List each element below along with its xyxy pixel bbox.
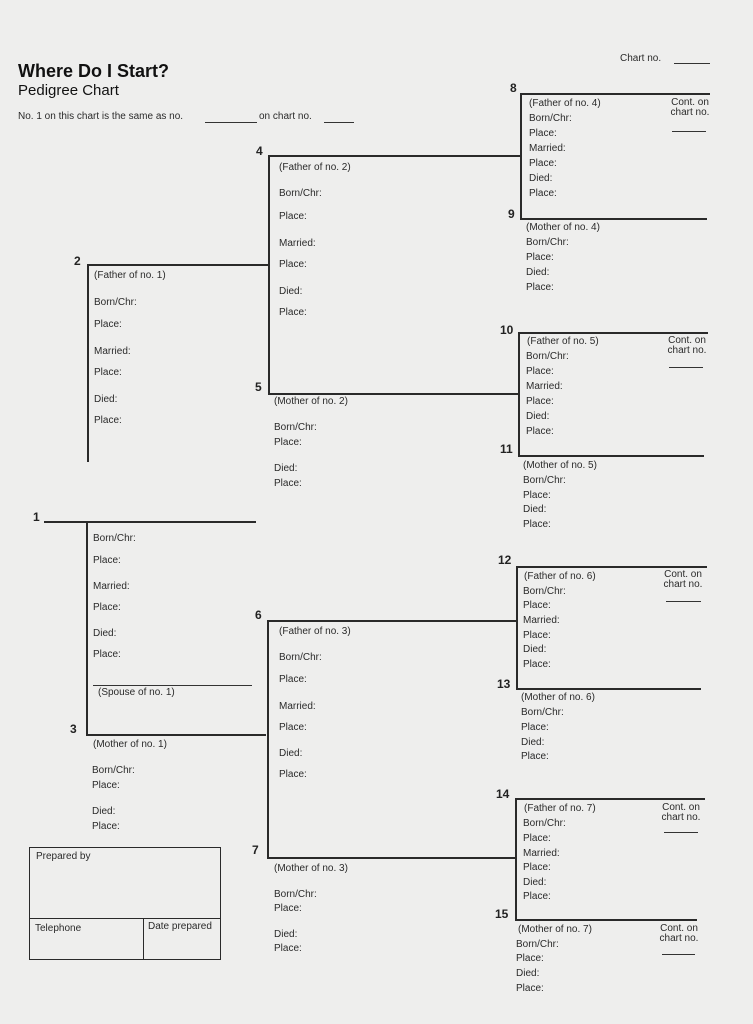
prepared-by-box: [29, 847, 221, 960]
p2-place-label: Place:: [94, 319, 122, 330]
p3-place-label: Place:: [92, 780, 120, 791]
line-14-to-15: [515, 798, 517, 920]
person-7-name-line[interactable]: [267, 857, 517, 859]
p9-place-label: Place:: [526, 282, 554, 293]
p8-place-label: Place:: [529, 188, 557, 199]
p2-died-label: Died:: [94, 394, 118, 405]
same-as-label: No. 1 on this chart is the same as no.: [18, 111, 184, 122]
telephone-label: Telephone: [35, 923, 82, 934]
person-9-name-line[interactable]: [520, 218, 707, 220]
same-as-number-field[interactable]: [205, 122, 257, 123]
p13-place-label: Place:: [521, 751, 549, 762]
p6-born-label: Born/Chr:: [279, 652, 322, 663]
p13-died-label: Died:: [521, 737, 545, 748]
page-title: Where Do I Start?: [18, 61, 170, 81]
p8-married-label: Married:: [529, 143, 566, 154]
p8-died-label: Died:: [529, 173, 553, 184]
p7-relation-label: (Mother of no. 3): [274, 863, 348, 874]
p14-cont-chart-field[interactable]: [664, 832, 698, 833]
p14-place-label: Place:: [523, 891, 551, 902]
person-5-name-line[interactable]: [268, 393, 518, 395]
on-chart-number-field[interactable]: [324, 122, 354, 123]
p10-born-label: Born/Chr:: [526, 351, 569, 362]
p14-cont-on-chart-label: Cont. on chart no.: [661, 802, 701, 823]
line-10-to-11: [518, 332, 520, 455]
p13-place-label: Place:: [521, 722, 549, 733]
p1-place-label: Place:: [93, 555, 121, 566]
p2-place-label: Place:: [94, 415, 122, 426]
person-10-name-line[interactable]: [518, 332, 708, 334]
person-8-name-line[interactable]: [520, 93, 710, 95]
p12-relation-label: (Father of no. 6): [524, 571, 596, 582]
on-chart-label: on chart no.: [259, 111, 312, 122]
p10-place-label: Place:: [526, 426, 554, 437]
p1-born-label: Born/Chr:: [93, 533, 136, 544]
p10-place-label: Place:: [526, 396, 554, 407]
page-subtitle: Pedigree Chart: [18, 82, 119, 99]
p6-died-label: Died:: [279, 748, 303, 759]
p9-relation-label: (Mother of no. 4): [526, 222, 600, 233]
p1-place-label: Place:: [93, 649, 121, 660]
p12-cont-on-chart-label: Cont. on chart no.: [663, 569, 703, 590]
p6-place-label: Place:: [279, 722, 307, 733]
person-number-5: 5: [255, 380, 262, 394]
p15-relation-label: (Mother of no. 7): [518, 924, 592, 935]
p8-place-label: Place:: [529, 128, 557, 139]
person-number-4: 4: [256, 144, 263, 158]
person-number-10: 10: [500, 323, 514, 337]
p4-place-label: Place:: [279, 259, 307, 270]
p6-relation-label: (Father of no. 3): [279, 626, 351, 637]
p14-died-label: Died:: [523, 877, 547, 888]
person-number-8: 8: [510, 81, 517, 95]
p15-place-label: Place:: [516, 953, 544, 964]
p11-born-label: Born/Chr:: [523, 475, 566, 486]
p5-place-label: Place:: [274, 437, 302, 448]
prepared-by-label: Prepared by: [36, 851, 91, 862]
person-number-15: 15: [495, 907, 509, 921]
line-12-to-13: [516, 566, 518, 688]
p14-born-label: Born/Chr:: [523, 818, 566, 829]
person-3-name-line[interactable]: [86, 734, 266, 736]
p14-married-label: Married:: [523, 848, 560, 859]
p9-place-label: Place:: [526, 252, 554, 263]
p6-place-label: Place:: [279, 674, 307, 685]
p15-place-label: Place:: [516, 983, 544, 994]
p12-place-label: Place:: [523, 600, 551, 611]
p13-born-label: Born/Chr:: [521, 707, 564, 718]
p2-married-label: Married:: [94, 346, 131, 357]
p15-cont-on-chart-label: Cont. on chart no.: [659, 923, 699, 944]
p5-born-label: Born/Chr:: [274, 422, 317, 433]
p5-relation-label: (Mother of no. 2): [274, 396, 348, 407]
p3-place-label: Place:: [92, 821, 120, 832]
p14-relation-label: (Father of no. 7): [524, 803, 596, 814]
p2-place-label: Place:: [94, 367, 122, 378]
p1-place-label: Place:: [93, 602, 121, 613]
person-number-12: 12: [498, 553, 512, 567]
p10-cont-on-chart-label: Cont. on chart no.: [667, 335, 707, 356]
p13-relation-label: (Mother of no. 6): [521, 692, 595, 703]
p6-married-label: Married:: [279, 701, 316, 712]
p10-place-label: Place:: [526, 366, 554, 377]
p14-place-label: Place:: [523, 862, 551, 873]
p10-married-label: Married:: [526, 381, 563, 392]
person-2-name-line[interactable]: [87, 264, 270, 266]
p5-place-label: Place:: [274, 478, 302, 489]
telephone-divider: [143, 918, 144, 959]
line-8-to-9: [520, 93, 522, 218]
chart-no-label: Chart no.: [620, 53, 662, 64]
person-number-13: 13: [497, 677, 511, 691]
p12-married-label: Married:: [523, 615, 560, 626]
p3-died-label: Died:: [92, 806, 116, 817]
p1-died-label: Died:: [93, 628, 117, 639]
line-4-to-5: [268, 155, 270, 394]
person-number-1: 1: [33, 510, 40, 524]
p2-relation-label: (Father of no. 1): [94, 270, 166, 281]
p3-born-label: Born/Chr:: [92, 765, 135, 776]
p7-born-label: Born/Chr:: [274, 889, 317, 900]
p10-cont-chart-field[interactable]: [669, 367, 703, 368]
person-15-name-line[interactable]: [515, 919, 697, 921]
person-1-name-line[interactable]: [44, 521, 256, 523]
line-6-to-7: [267, 620, 269, 858]
p12-died-label: Died:: [523, 644, 547, 655]
p9-died-label: Died:: [526, 267, 550, 278]
p14-place-label: Place:: [523, 833, 551, 844]
p11-place-label: Place:: [523, 490, 551, 501]
spouse-name-line[interactable]: [93, 685, 252, 686]
person-number-7: 7: [252, 843, 259, 857]
p4-born-label: Born/Chr:: [279, 188, 322, 199]
person-6-name-line[interactable]: [267, 620, 517, 622]
p5-died-label: Died:: [274, 463, 298, 474]
p7-died-label: Died:: [274, 929, 298, 940]
p11-died-label: Died:: [523, 504, 547, 515]
person-number-9: 9: [508, 207, 515, 221]
p15-born-label: Born/Chr:: [516, 939, 559, 950]
person-4-name-line[interactable]: [268, 155, 520, 157]
p4-place-label: Place:: [279, 211, 307, 222]
p7-place-label: Place:: [274, 943, 302, 954]
p6-place-label: Place:: [279, 769, 307, 780]
prepared-by-divider: [30, 918, 220, 919]
person-number-2: 2: [74, 254, 81, 268]
p9-born-label: Born/Chr:: [526, 237, 569, 248]
p1-married-label: Married:: [93, 581, 130, 592]
person-12-name-line[interactable]: [516, 566, 707, 568]
person-14-name-line[interactable]: [515, 798, 705, 800]
p8-cont-chart-field[interactable]: [672, 131, 706, 132]
person-number-3: 3: [70, 722, 77, 736]
p4-died-label: Died:: [279, 286, 303, 297]
p12-place-label: Place:: [523, 630, 551, 641]
p11-relation-label: (Mother of no. 5): [523, 460, 597, 471]
spouse-label: (Spouse of no. 1): [98, 687, 175, 698]
p12-place-label: Place:: [523, 659, 551, 670]
p11-place-label: Place:: [523, 519, 551, 530]
person-13-name-line[interactable]: [516, 688, 701, 690]
person-number-6: 6: [255, 608, 262, 622]
p10-relation-label: (Father of no. 5): [527, 336, 599, 347]
p2-born-label: Born/Chr:: [94, 297, 137, 308]
p4-married-label: Married:: [279, 238, 316, 249]
p10-died-label: Died:: [526, 411, 550, 422]
line-1-to-3: [86, 521, 88, 735]
person-number-11: 11: [500, 442, 513, 456]
p12-cont-chart-field[interactable]: [666, 601, 701, 602]
date-prepared-label: Date prepared: [148, 921, 212, 932]
p12-born-label: Born/Chr:: [523, 586, 566, 597]
p15-cont-chart-field[interactable]: [662, 954, 695, 955]
line-2-down: [87, 264, 89, 462]
p8-born-label: Born/Chr:: [529, 113, 572, 124]
p3-relation-label: (Mother of no. 1): [93, 739, 167, 750]
person-number-14: 14: [496, 787, 510, 801]
person-11-name-line[interactable]: [518, 455, 704, 457]
p15-died-label: Died:: [516, 968, 540, 979]
p4-relation-label: (Father of no. 2): [279, 162, 351, 173]
p8-relation-label: (Father of no. 4): [529, 98, 601, 109]
chart-no-field[interactable]: [674, 63, 710, 64]
p7-place-label: Place:: [274, 903, 302, 914]
p4-place-label: Place:: [279, 307, 307, 318]
p8-place-label: Place:: [529, 158, 557, 169]
p8-cont-on-chart-label: Cont. on chart no.: [670, 97, 710, 118]
